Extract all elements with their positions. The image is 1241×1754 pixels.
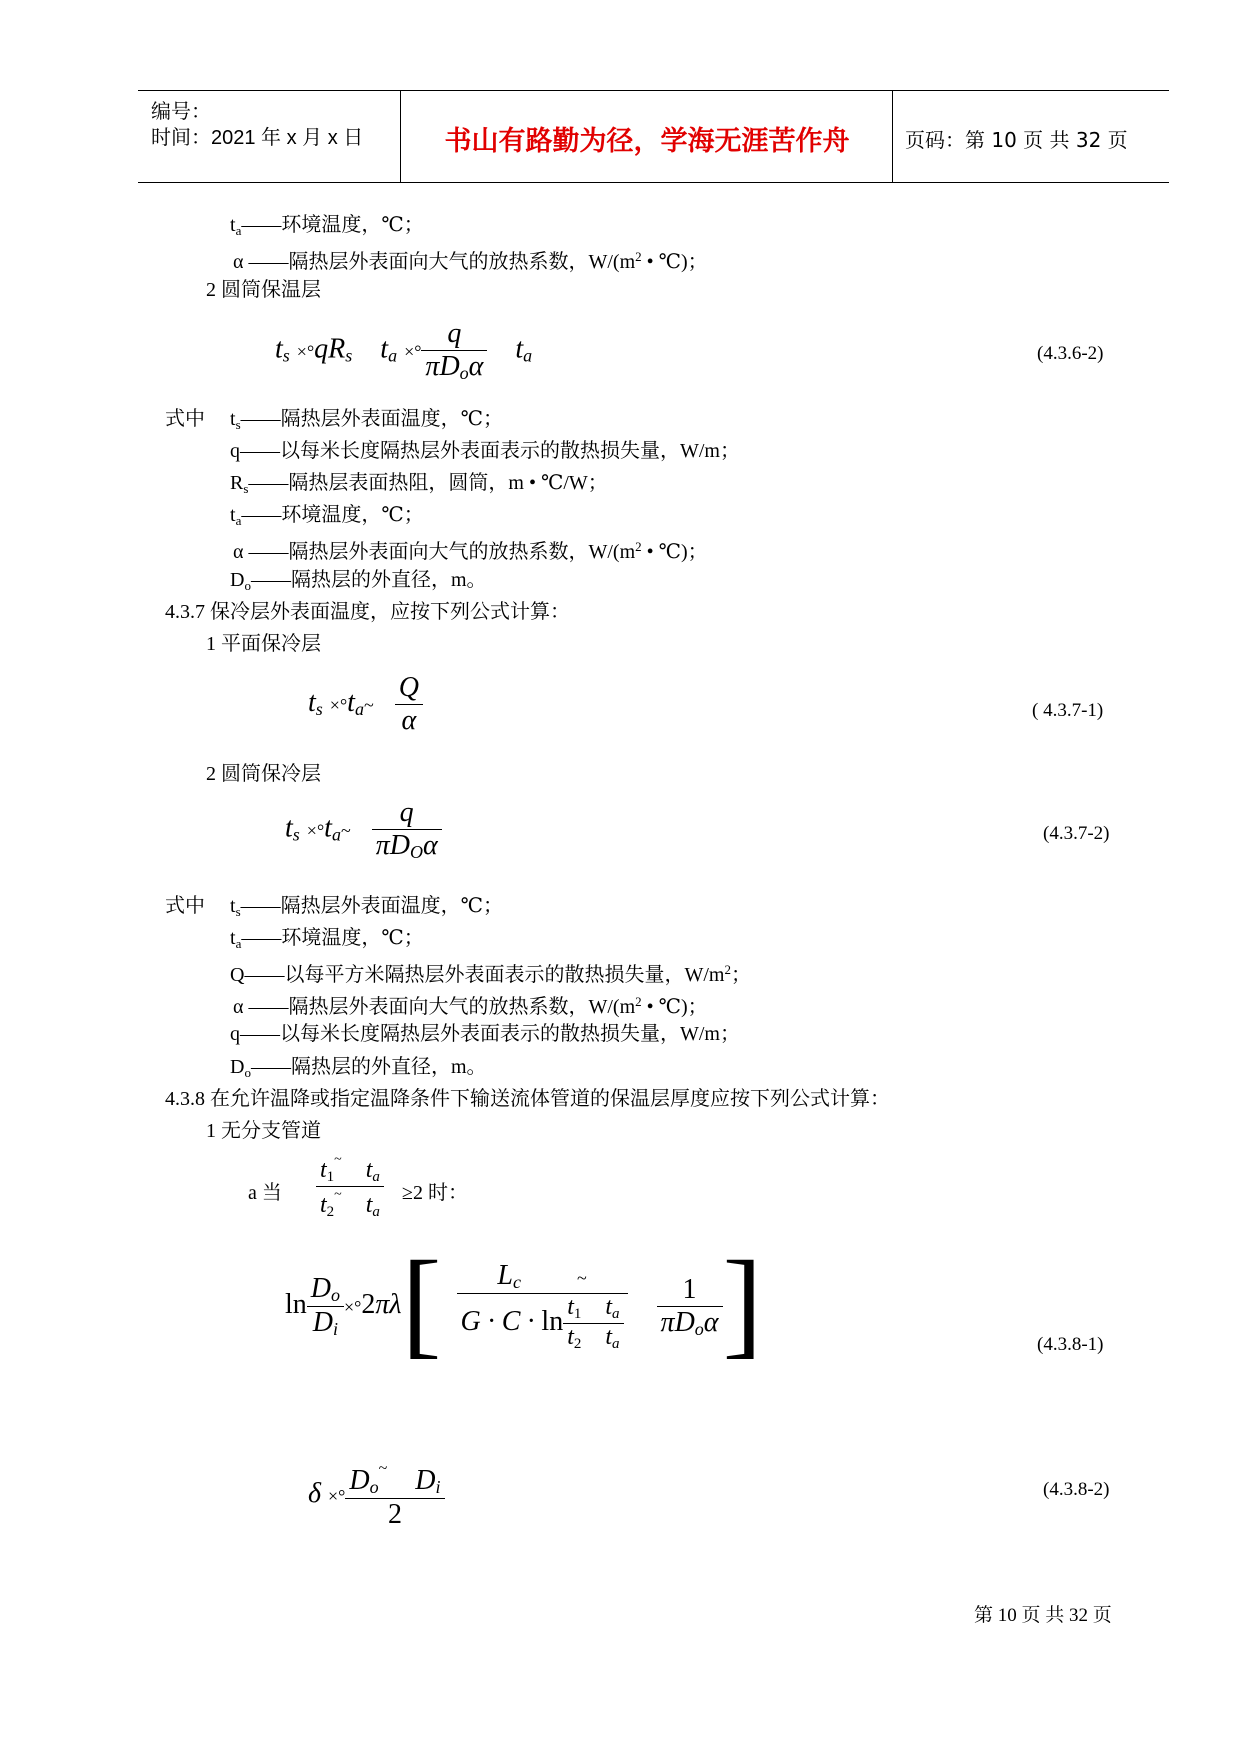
heading-cylinder-insulation: 2 圆筒保温层 bbox=[206, 279, 321, 301]
section-4-3-7: 4.3.7 保冷层外表面温度，应按下列公式计算： bbox=[165, 601, 570, 623]
rs-symbol: R bbox=[230, 472, 244, 494]
header-motto-cell bbox=[402, 91, 893, 182]
do-desc: ——隔热层的外直径，m。 bbox=[250, 1056, 487, 1078]
equation-number: (4.3.8-2) bbox=[1043, 1479, 1110, 1500]
var-do bbox=[230, 568, 487, 598]
alpha-desc: α ——隔热层外表面向大气的放热系数，W/(m bbox=[233, 541, 636, 563]
do-sub: o bbox=[244, 1065, 251, 1080]
alpha-end: • ℃)； bbox=[641, 251, 708, 273]
equation-number: ( 4.3.7-1) bbox=[1032, 700, 1104, 721]
var-alpha bbox=[233, 535, 708, 564]
Q-end: ； bbox=[730, 964, 751, 986]
where-label: 式中 bbox=[165, 408, 205, 430]
alpha-sup: 2 bbox=[635, 539, 642, 554]
heading-flat-cold: 1 平面保冷层 bbox=[206, 633, 321, 655]
where-label: 式中 bbox=[165, 895, 205, 917]
var-q: q——以每米长度隔热层外表面表示的散热损失量，W/m； bbox=[230, 440, 740, 462]
do-symbol: D bbox=[230, 569, 245, 591]
do-sub: o bbox=[244, 578, 251, 593]
var-alpha bbox=[233, 990, 708, 1019]
var-rs bbox=[230, 471, 608, 501]
equation-4-3-7-2: $t_s$ $\times^\circ t_a\sim$ $\frac{q}{\pi D_O\alpha}$ bbox=[285, 797, 442, 863]
heading-cylinder-cold: 2 圆筒保冷层 bbox=[206, 763, 321, 785]
Q-desc: Q——以每平方米隔热层外表面表示的散热损失量，W/m bbox=[230, 964, 725, 986]
ts-sub: s bbox=[235, 904, 241, 919]
section-4-3-8: 4.3.8 在允许温降或指定温降条件下输送流体管道的保温层厚度应按下列公式计算： bbox=[165, 1088, 890, 1110]
header-page-cell bbox=[894, 91, 1169, 182]
ta-desc: ——环境温度，℃； bbox=[241, 927, 424, 949]
equation-4-3-8-2: δ ×° $\frac{D_o^\sim D_i}{2}$ bbox=[308, 1460, 445, 1531]
rs-sub: s bbox=[243, 481, 249, 496]
var-ta bbox=[230, 503, 424, 533]
ta-symbol: t bbox=[230, 927, 236, 949]
var-ts bbox=[230, 894, 503, 924]
alpha-end: • ℃)； bbox=[641, 996, 708, 1018]
condition-end: ≥2 时： bbox=[402, 1182, 468, 1204]
equation-number: (4.3.6-2) bbox=[1037, 343, 1104, 364]
ta-sub: a bbox=[235, 936, 242, 951]
var-do bbox=[230, 1055, 487, 1085]
header-page-label: 页码：第 10 页 共 32 页 bbox=[905, 128, 1128, 152]
header-meta bbox=[138, 91, 401, 182]
line-ta bbox=[230, 213, 424, 243]
condition-fraction: $\frac{t_1^\sim t_a}{t_2^\sim t_a}$ bbox=[316, 1152, 384, 1221]
page-header bbox=[138, 90, 1169, 183]
condition-a: a 当 bbox=[248, 1182, 282, 1204]
page-footer: 第 10 页 共 32 页 bbox=[974, 1605, 1112, 1626]
do-symbol: D bbox=[230, 1056, 245, 1078]
ta-sub: a bbox=[235, 223, 242, 238]
do-desc: ——隔热层的外直径，m。 bbox=[250, 569, 487, 591]
var-Q bbox=[230, 958, 751, 987]
alpha-desc: α ——隔热层外表面向大气的放热系数，W/(m bbox=[233, 251, 636, 273]
ts-desc: ——隔热层外表面温度，℃； bbox=[240, 408, 503, 430]
equation-4-3-7-1: $t_s$ $\times^\circ t_a\sim$ $\frac{Q}{\alpha}$ bbox=[308, 672, 423, 737]
var-q: q——以每米长度隔热层外表面表示的散热损失量，W/m； bbox=[230, 1023, 740, 1045]
alpha-sup: 2 bbox=[635, 249, 642, 264]
equation-4-3-6-2: $t_s \times^\circ qR_s$ $t_a$ ×° $\frac{q}{\pi D_o\alpha}$ $t_a$ bbox=[275, 318, 533, 383]
alpha-desc: α ——隔热层外表面向大气的放热系数，W/(m bbox=[233, 996, 636, 1018]
ta-symbol: t bbox=[230, 214, 236, 236]
alpha-end: • ℃)； bbox=[641, 541, 708, 563]
ta-symbol: t bbox=[230, 504, 236, 526]
ts-symbol: t bbox=[230, 895, 236, 917]
alpha-sup: 2 bbox=[635, 994, 642, 1009]
motto: 书山有路勤为径，学海无涯苦作舟 bbox=[444, 126, 850, 157]
equation-number: (4.3.8-1) bbox=[1037, 1334, 1104, 1355]
var-ts bbox=[230, 407, 503, 437]
number-label: 编号： bbox=[151, 101, 211, 123]
equation-4-3-8-1: ln $\frac{D_o}{D_i}$ ×°2πλ[ $L_c$ ~ G · C · ln $\frac{t_1 t_a}{t_2 t_a}$ $\frac{1}{\pi D_o\alpha}$ ] bbox=[285, 1235, 763, 1369]
equation-number: (4.3.7-2) bbox=[1043, 823, 1110, 844]
ta-desc: ——环境温度，℃； bbox=[241, 504, 424, 526]
time-label: 时间：2021 年 x 月 x 日 bbox=[151, 127, 364, 149]
heading-no-branch: 1 无分支管道 bbox=[206, 1120, 321, 1142]
Q-sup: 2 bbox=[724, 962, 731, 977]
line-alpha bbox=[233, 245, 708, 274]
ts-symbol: t bbox=[230, 408, 236, 430]
ts-desc: ——隔热层外表面温度，℃； bbox=[240, 895, 503, 917]
ts-sub: s bbox=[235, 417, 241, 432]
ta-desc: ——环境温度，℃； bbox=[241, 214, 424, 236]
ta-sub: a bbox=[235, 513, 242, 528]
rs-desc: ——隔热层表面热阻，圆筒，m • ℃/W； bbox=[248, 472, 608, 494]
var-ta bbox=[230, 926, 424, 956]
